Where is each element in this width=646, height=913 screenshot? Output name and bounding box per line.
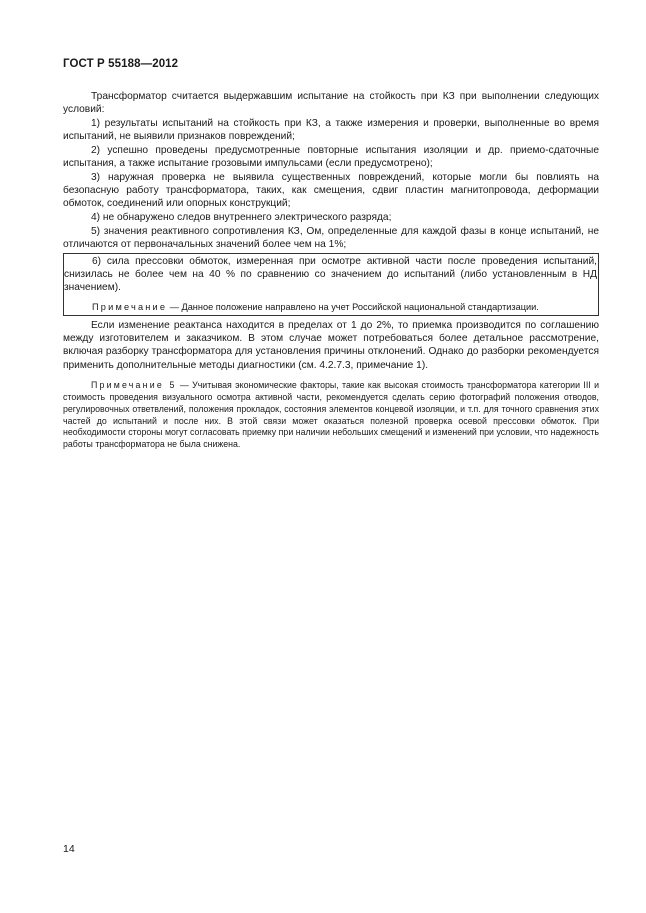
- condition-2: 2) успешно проведены предусмотренные повторные испытания изоляции и др. приемо-сдаточные испытания, а также испытание грозовыми импульсами (если предусмотрено);: [63, 144, 599, 170]
- condition-6: 6) сила прессовки обмоток, измеренная при осмотре активной части после проведения испытаний, снизилась не более чем на 40 % по сравнению со значением до испытаний (либо установленным в НД значением).: [64, 255, 597, 294]
- page-number: 14: [63, 843, 75, 855]
- box-note-label: Примечание: [92, 301, 168, 312]
- note-5-label: Примечание 5: [91, 379, 177, 390]
- document-id: ГОСТ Р 55188—2012: [63, 58, 179, 70]
- condition-4: 4) не обнаружено следов внутреннего электрического разряда;: [91, 211, 392, 223]
- note-5: [63, 380, 599, 451]
- box-note: [64, 301, 597, 314]
- paragraph-intro: Трансформатор считается выдержавшим испытание на стойкость при КЗ при выполнении следующих условий:: [63, 91, 599, 116]
- condition-1: 1) результаты испытаний на стойкость при КЗ, а также измерения и проверки, выполненные во время испытаний, не выявили признаков повреждений;: [63, 117, 599, 143]
- paragraph-reactance: Если изменение реактанса находится в пределах от 1 до 2%, то приемка производится по соглашению между изготовителем и заказчиком. В этом случае может потребоваться более детальное рассмотрение, включая разборку трансформатора для установления причины отклонений. Однако до разборки рекомендуется применить дополнительные методы диагностики (см. 4.2.7.3, примечание 1).: [63, 320, 599, 371]
- note-5-text: — Учитывая экономические факторы, такие как высокая стоимость трансформатора категории III и стоимость проведения визуального осмотра активной части, рекомендуется сделать серию фотографий положения отводов, регулировочных ответвлений, положения прокладок, состояния элементов концевой изоляции, и т.п. для точного сравнения этих частей до испытаний и после них. В этой связи может оказаться полезной проверка осевой прессовки обмоток. При необходимости стороны могут согласовать приемку при наличии небольших смещений и изменений при условии, что надежность работы трансформатора не была снижена.: [63, 379, 599, 450]
- condition-5: 5) значения реактивного сопротивления КЗ, Ом, определенные для каждой фазы в конце испытаний, не отличаются от первоначальных значений более чем на 1%;: [63, 225, 599, 250]
- box-note-text: — Данное положение направлено на учет Российской национальной стандартизации.: [167, 301, 539, 312]
- document-body: [63, 90, 599, 451]
- national-addition-box: [63, 253, 599, 316]
- condition-3: 3) наружная проверка не выявила существенных повреждений, которые могли бы повлиять на безопасную работу трансформатора, таких, как смещения, сдвиг пластин магнитопровода, деформации обмоток, соединений или опорных конструкций;: [63, 171, 599, 210]
